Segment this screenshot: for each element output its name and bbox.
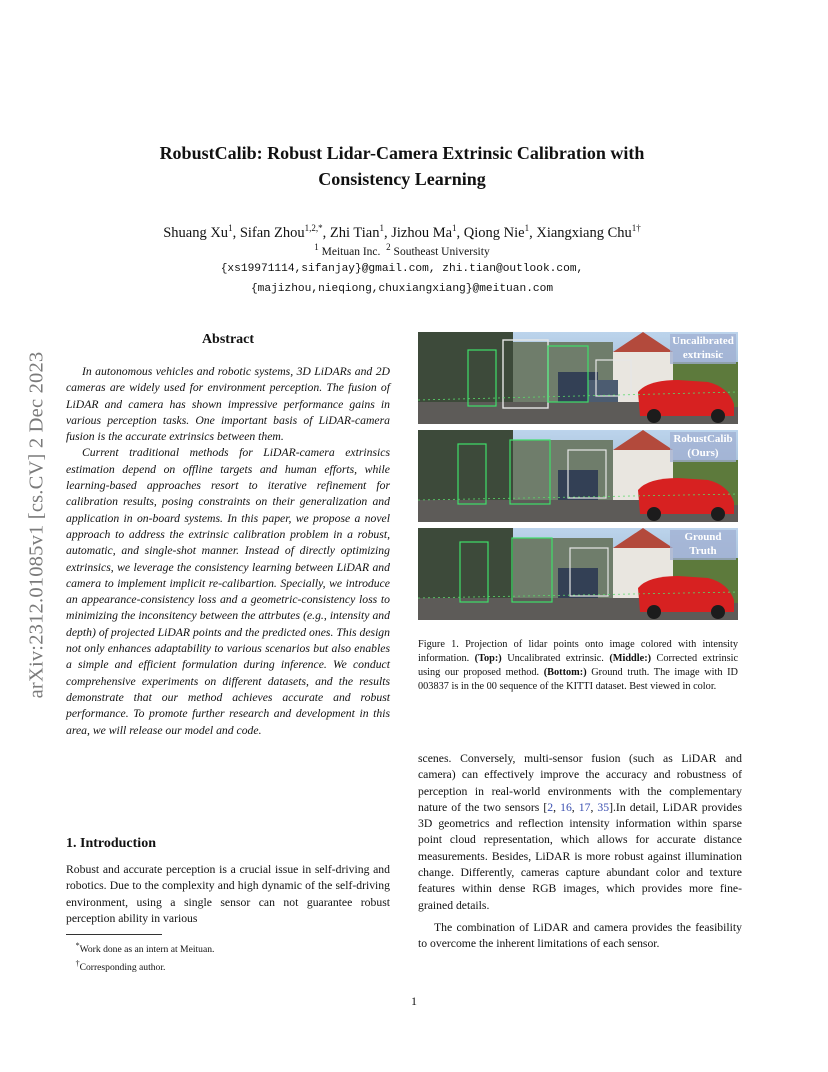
figure-panel-ground-truth bbox=[418, 528, 738, 620]
introduction-body bbox=[66, 862, 390, 927]
figure-panel-uncalibrated bbox=[418, 332, 738, 424]
right-paragraph-1: scenes. Conversely, multi-sensor fusion (such as LiDAR and camera) can effectively improve the accuracy and robustness of perception in real-world environments with the complementary nature of the two sensors [2, 16, 17, 35].In detail, LiDAR provides 3D geometrics and reflection intensity information within sparse point cloud representation, which allows for accurate distance measurements. Besides, LiDAR is more robust against illumination change. Differently, cameras capture abundant color and texture features within dense RGB images, which provides more fine-grained details. bbox=[418, 752, 742, 912]
figure-1 bbox=[418, 332, 738, 624]
footnote-1: *Work done as an intern at Meituan. bbox=[75, 941, 215, 956]
citation-link[interactable]: 16 bbox=[560, 800, 572, 814]
affiliation-1: Meituan Inc. bbox=[321, 245, 381, 258]
email-line-2: {majizhou,nieqiong,chuxiangxiang}@meituan.com bbox=[250, 283, 554, 295]
abstract-body bbox=[66, 364, 390, 739]
author: Xiangxiang Chu$^{1\dagger}$ bbox=[536, 223, 641, 241]
title-line-1: RobustCalib: Robust Lidar-Camera Extrinsic Calibration with bbox=[159, 143, 645, 163]
section-heading-introduction: 1. Introduction bbox=[66, 836, 156, 851]
footnote-2: †Corresponding author. bbox=[75, 958, 166, 973]
figure-caption: Figure 1. Projection of lidar points onto image colored with intensity information. (Top:) Uncalibrated extrinsic. (Middle:) Corrected extrinsic using our proposed method. (Bottom:) Ground truth. The image with ID 003837 is in the 00 sequence of the KITTI dataset. Best viewed in color. bbox=[418, 639, 739, 693]
right-column-body bbox=[418, 751, 742, 953]
footnotes bbox=[66, 939, 390, 974]
panel-label: Uncalibrated extrinsic bbox=[670, 334, 736, 364]
panel-label: Ground Truth bbox=[670, 530, 736, 560]
arxiv-sidebar bbox=[22, 290, 52, 760]
author: Shuang Xu$^1$ bbox=[163, 223, 233, 241]
affiliations: $^1$ Meituan Inc. $^2$ Southeast University bbox=[314, 242, 490, 258]
author: Sifan Zhou$^{1,2,*}$ bbox=[239, 223, 323, 241]
affiliation-2: Southeast University bbox=[393, 245, 490, 258]
citation-link[interactable]: 17 bbox=[578, 800, 591, 814]
figure-panel-robustcalib bbox=[418, 430, 738, 522]
abstract-paragraph-1: In autonomous vehicles and robotic systems, 3D LiDARs and 2D cameras are widely used for environment perception. The fusion of LiDAR and camera has shown impressive performance gains in various perception tasks. One important basis of LiDAR-camera fusion is the accurate extrinsics between them. bbox=[66, 365, 390, 444]
author-list: Shuang Xu$^1$, Sifan Zhou$^{1,2,*}$, Zhi Tian$^1$, Jizhou Ma$^1$, Qiong Nie$^1$, Xiangxiang Chu$^{1\dagger}$ bbox=[163, 223, 641, 241]
footnote-rule bbox=[66, 934, 162, 935]
right-paragraph-2: The combination of LiDAR and camera provides the feasibility to overcome the inherent limitations of each sensor. bbox=[418, 920, 742, 951]
title-line-2: Consistency Learning bbox=[318, 169, 486, 189]
intro-paragraph-1: Robust and accurate perception is a crucial issue in self-driving and robotics. Due to the complexity and high dynamic of the self-driving environment, using a single sensor can not guarantee robust perception ability in various bbox=[66, 863, 390, 925]
citation-link[interactable]: 2 bbox=[547, 800, 554, 814]
author: Zhi Tian$^1$ bbox=[329, 223, 384, 241]
panel-label: RobustCalib (Ours) bbox=[670, 432, 736, 462]
author: Qiong Nie$^1$ bbox=[463, 223, 530, 241]
email-line-1: {xs19971114,sifanjay}@gmail.com, zhi.tian@outlook.com, bbox=[220, 263, 584, 275]
citation-link[interactable]: 35 bbox=[597, 800, 610, 814]
arxiv-identifier: arXiv:2312.01085v1 [cs.CV] 2 Dec 2023 bbox=[25, 351, 48, 699]
page-number: 1 bbox=[411, 994, 417, 1008]
author: Jizhou Ma$^1$ bbox=[391, 223, 457, 241]
abstract-paragraph-2: Current traditional methods for LiDAR-camera extrinsics estimation depend on offline targets and human efforts, while learning-based approaches resort to iterative refinement for calibration results, posing constraints on their generalization and application in on-board systems. In this paper, we propose a novel approach to address the extrinsic calibration problem in a robust, automatic, and single-shot manner. Instead of directly optimizing extrinsics, we leverage the consistency learning between LiDAR and camera to implement implicit re-calibartion. Specially, we introduce an appearance-consistency loss and a geometric-consistency loss to minimizing the inconsitency between the attrbutes (e.g., intensity and depth) of projected LiDAR points and the predicted ones. This design not only enhances adaptability to various scenarios but also enables a simple and efficient formulation during inference. We conduct comprehensive experiments on different datasets, and the results demonstrate that our method achieves accurate and robust performance. To promote further research and development in this area, we will release our model and code. bbox=[66, 446, 390, 737]
abstract-heading: Abstract bbox=[201, 332, 255, 347]
paper-title bbox=[90, 140, 714, 192]
author-emails bbox=[90, 259, 714, 299]
